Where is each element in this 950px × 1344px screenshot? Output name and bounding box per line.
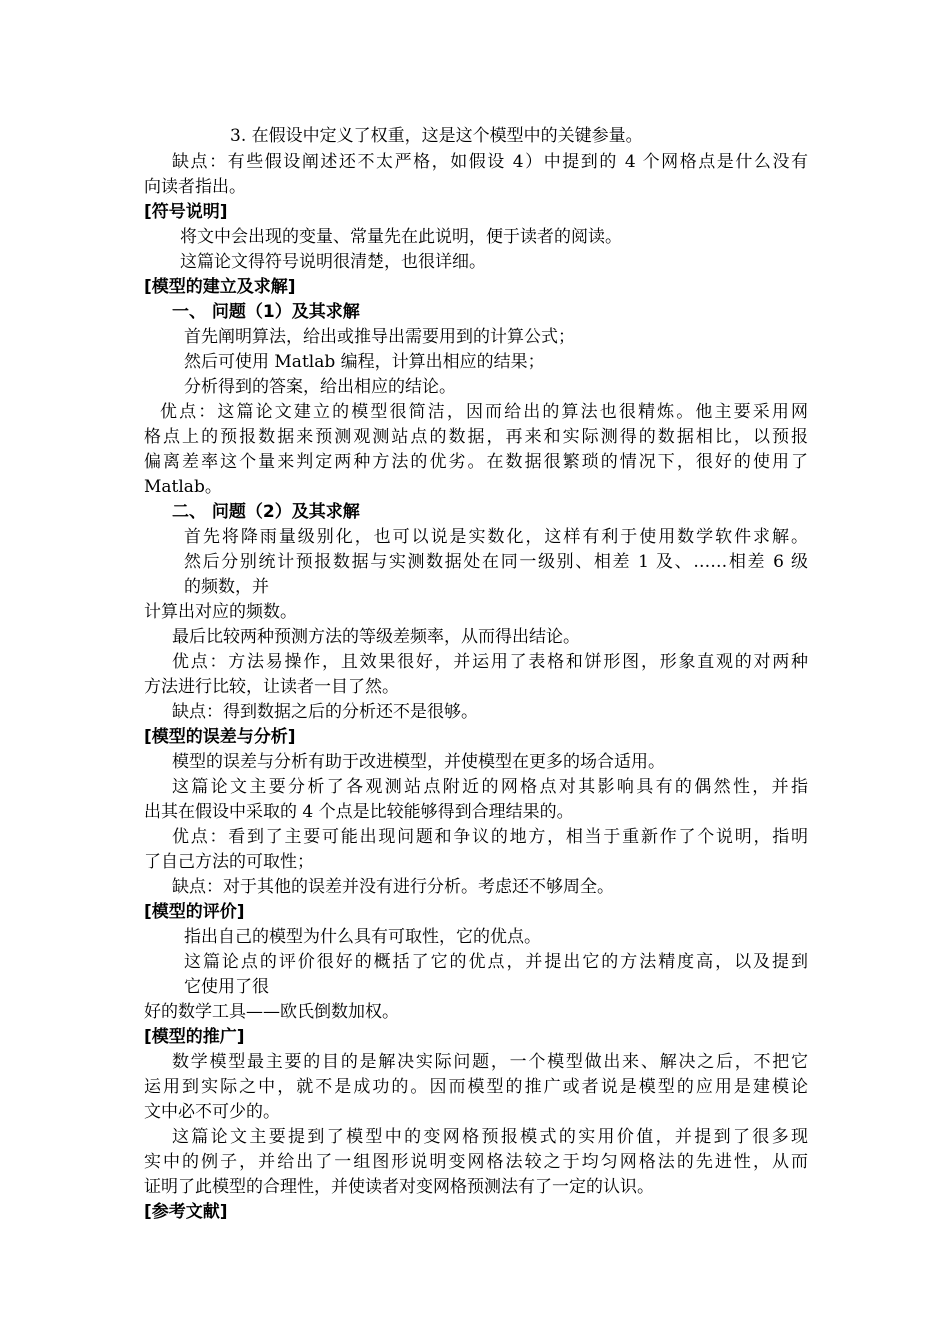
paragraph-line: 首先将降雨量级别化，也可以说是实数化，这样有利于使用数学软件求解。 xyxy=(184,527,808,547)
list-item-assumption-3: 3. 在假设中定义了权重，这是这个模型中的关键参量。 xyxy=(230,126,643,146)
section-heading-model: [模型的建立及求解] xyxy=(144,277,296,297)
subheading-problem-2: 二、 问题（2）及其求解 xyxy=(172,502,360,522)
section-heading-symbols: [符号说明] xyxy=(144,202,228,222)
section-heading-error-analysis: [模型的误差与分析] xyxy=(144,727,296,747)
section-heading-evaluation: [模型的评价] xyxy=(144,902,245,922)
paragraph-line: 实中的例子，并给出了一组图形说明变网格法较之于均匀网格法的先进性，从而 xyxy=(144,1152,808,1172)
paragraph-line: 模型的误差与分析有助于改进模型，并使模型在更多的场合适用。 xyxy=(172,752,665,772)
paragraph-line: 出其在假设中采取的 4 个点是比较能够得到合理结果的。 xyxy=(144,802,574,822)
paragraph-line: 数学模型最主要的目的是解决实际问题，一个模型做出来、解决之后，不把它 xyxy=(172,1052,808,1072)
paragraph-line: 格点上的预报数据来预测观测站点的数据，再来和实际测得的数据相比，以预报 xyxy=(144,427,808,447)
paragraph-line: 文中必不可少的。 xyxy=(144,1102,280,1122)
paragraph-line: 这篇论点的评价很好的概括了它的优点，并提出它的方法精度高，以及提到 xyxy=(184,952,808,972)
paragraph-line: 缺点：有些假设阐述还不太严格，如假设 4）中提到的 4 个网格点是什么没有 xyxy=(172,152,808,172)
paragraph-line: 缺点：对于其他的误差并没有进行分析。考虑还不够周全。 xyxy=(172,877,614,897)
paragraph-line: 然后分别统计预报数据与实测数据处在同一级别、相差 1 及、……相差 6 级 xyxy=(184,552,808,572)
paragraph-line: 优点：看到了主要可能出现问题和争议的地方，相当于重新作了个说明，指明 xyxy=(172,827,808,847)
paragraph-line: 首先阐明算法，给出或推导出需要用到的计算公式； xyxy=(184,327,575,347)
paragraph-line: 好的数学工具——欧氏倒数加权。 xyxy=(144,1002,399,1022)
paragraph-line: Matlab。 xyxy=(144,477,222,497)
section-heading-references: [参考文献] xyxy=(144,1202,228,1222)
paragraph-line: 最后比较两种预测方法的等级差频率，从而得出结论。 xyxy=(172,627,580,647)
paragraph-line: 然后可使用 Matlab 编程，计算出相应的结果； xyxy=(184,352,545,372)
paragraph-line: 方法进行比较，让读者一目了然。 xyxy=(144,677,399,697)
paragraph-line: 了自己方法的可取性； xyxy=(144,852,314,872)
paragraph-line: 优点：这篇论文建立的模型很简洁，因而给出的算法也很精炼。他主要采用网 xyxy=(160,402,808,422)
paragraph-line: 偏离差率这个量来判定两种方法的优劣。在数据很繁琐的情况下，很好的使用了 xyxy=(144,452,808,472)
paragraph-line: 证明了此模型的合理性，并使读者对变网格预测法有了一定的认识。 xyxy=(144,1177,654,1197)
paragraph-line: 这篇论文得符号说明很清楚，也很详细。 xyxy=(180,252,486,272)
paragraph-line: 它使用了很 xyxy=(184,977,269,997)
paragraph-line: 向读者指出。 xyxy=(144,177,246,197)
subheading-problem-1: 一、 问题（1）及其求解 xyxy=(172,302,360,322)
section-heading-extension: [模型的推广] xyxy=(144,1027,245,1047)
paragraph-line: 运用到实际之中，就不是成功的。因而模型的推广或者说是模型的应用是建模论 xyxy=(144,1077,808,1097)
paragraph-line: 的频数，并 xyxy=(184,577,269,597)
paragraph-line: 将文中会出现的变量、常量先在此说明，便于读者的阅读。 xyxy=(180,227,622,247)
paragraph-line: 缺点：得到数据之后的分析还不是很够。 xyxy=(172,702,478,722)
paragraph-line: 计算出对应的频数。 xyxy=(144,602,297,622)
paragraph-line: 优点：方法易操作，且效果很好，并运用了表格和饼形图，形象直观的对两种 xyxy=(172,652,808,672)
paragraph-line: 指出自己的模型为什么具有可取性，它的优点。 xyxy=(184,927,541,947)
paragraph-line: 分析得到的答案，给出相应的结论。 xyxy=(184,377,456,397)
paragraph-line: 这篇论文主要提到了模型中的变网格预报模式的实用价值，并提到了很多现 xyxy=(172,1127,808,1147)
paragraph-line: 这篇论文主要分析了各观测站点附近的网格点对其影响具有的偶然性，并指 xyxy=(172,777,808,797)
